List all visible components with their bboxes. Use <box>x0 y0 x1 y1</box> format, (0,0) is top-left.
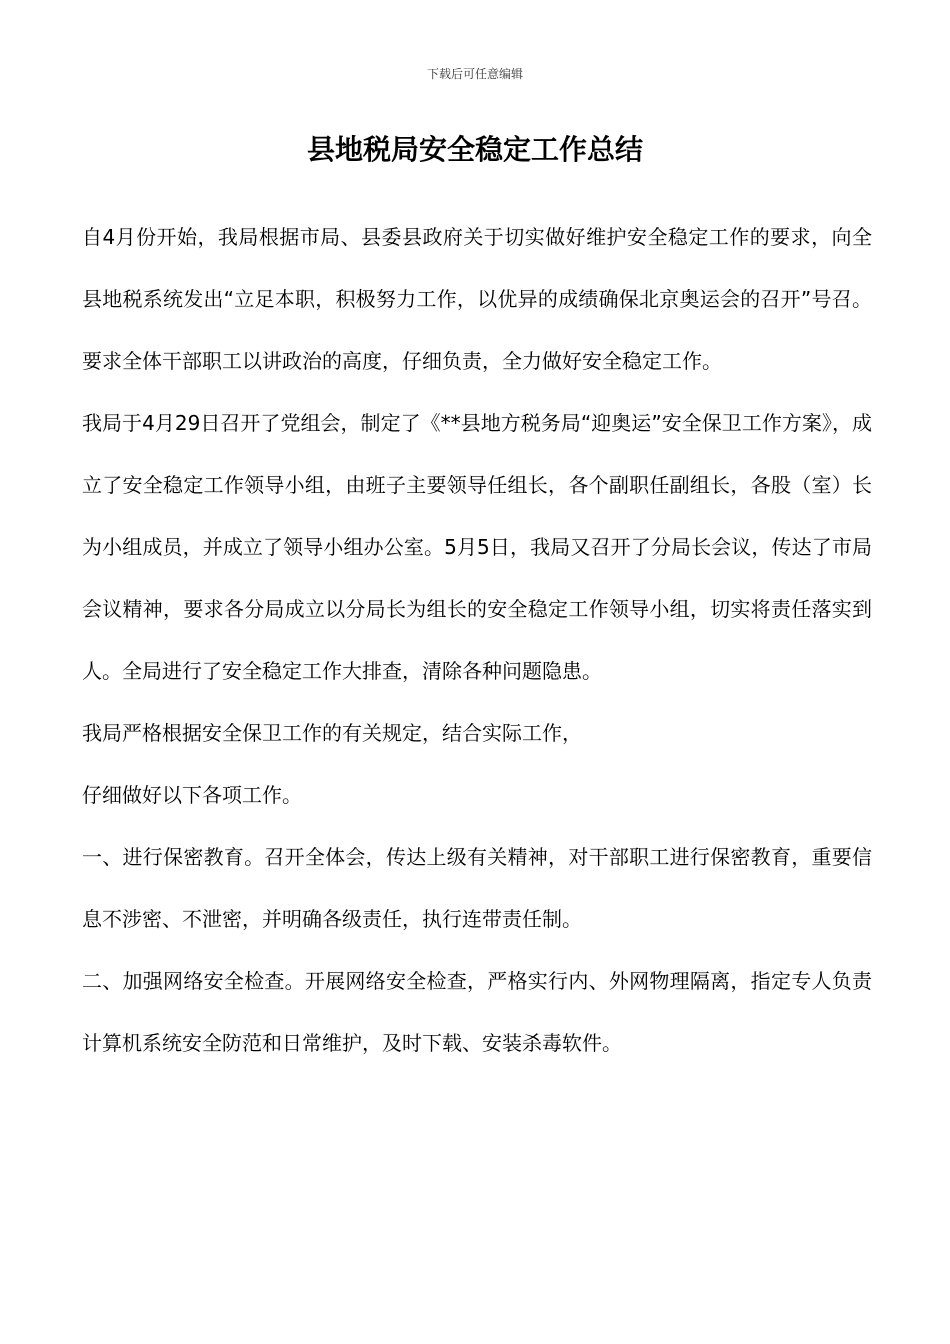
paragraph-item-2: 二、加强网络安全检查。开展网络安全检查，严格实行内、外网物理隔离，指定专人负责计算机系统安全防范和日常维护，及时下载、安装杀毒软件。 <box>82 969 872 1055</box>
paragraph-item-1: 一、进行保密教育。召开全体会，传达上级有关精神，对干部职工进行保密教育，重要信息不涉密、不泄密，并明确各级责任，执行连带责任制。 <box>82 845 872 931</box>
paragraph-tasks-intro: 仔细做好以下各项工作。 <box>82 783 302 807</box>
paragraph-meeting: 我局于4月29日召开了党组会，制定了《**县地方税务局“迎奥运”安全保卫工作方案》，成立了安全稳定工作领导小组，由班子主要领导任组长，各个副职任副组长，各股（室）长为小组成员，并成立了领导小组办公室。5月5日，我局又召开了分局长会议，传达了市局会议精神，要求各分局成立以分局长为组长的安全稳定工作领导小组，切实将责任落实到人。全局进行了安全稳定工作大排查，清除各种问题隐患。 <box>82 411 872 683</box>
paragraph-regulations: 我局严格根据安全保卫工作的有关规定，结合实际工作， <box>82 721 582 745</box>
document-body <box>82 206 872 1074</box>
header-note: 下载后可任意编辑 <box>426 67 523 81</box>
document-title: 县地税局安全稳定工作总结 <box>306 133 643 166</box>
paragraph-intro: 自4月份开始，我局根据市局、县委县政府关于切实做好维护安全稳定工作的要求，向全县地税系统发出“立足本职，积极努力工作，以优异的成绩确保北京奥运会的召开”号召。要求全体干部职工以讲政治的高度，仔细负责，全力做好安全稳定工作。 <box>82 225 872 373</box>
